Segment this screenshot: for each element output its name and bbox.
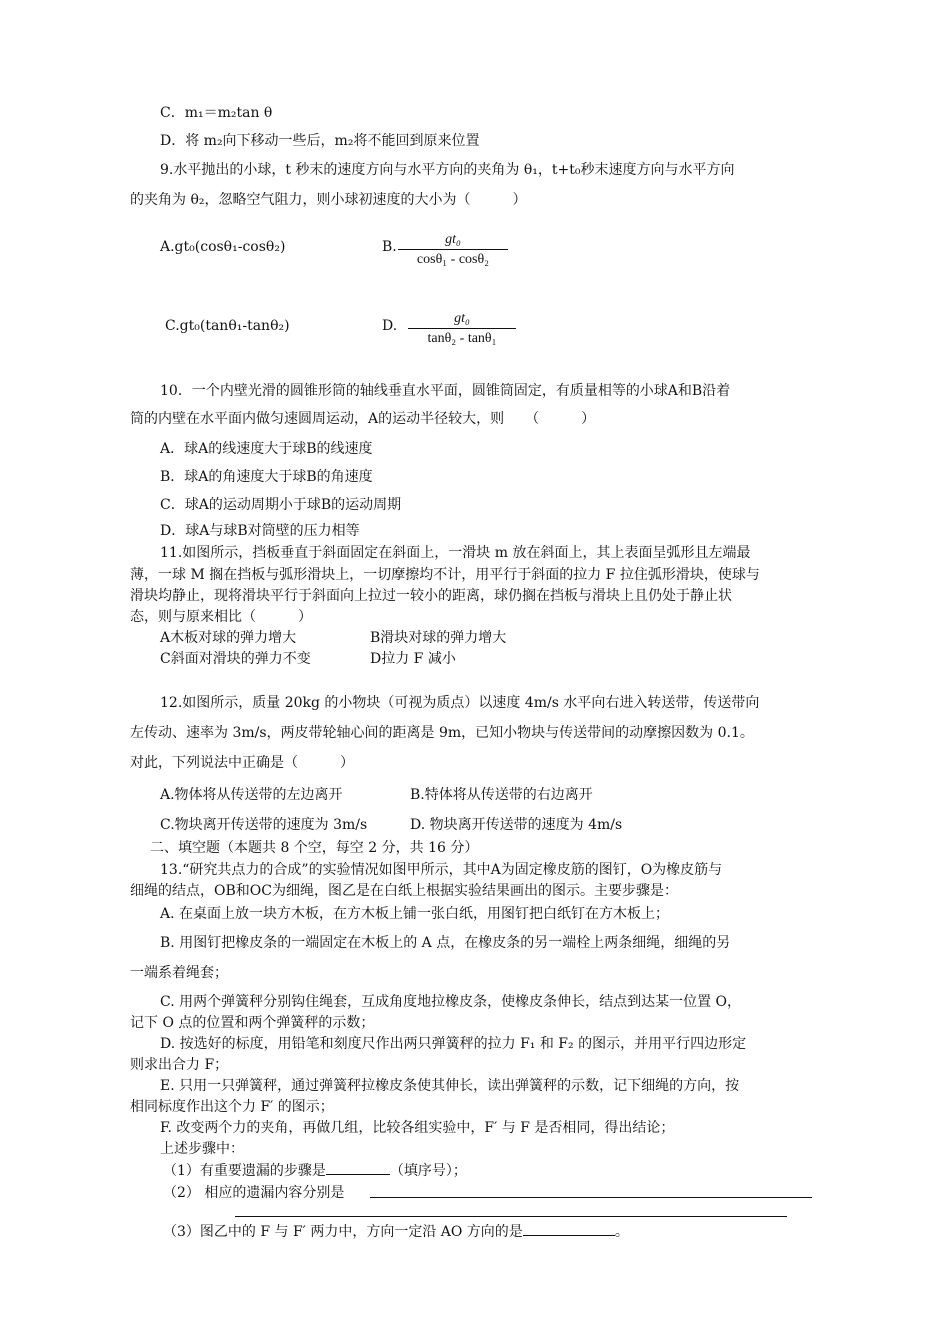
q13-stem-line1: 13.“研究共点力的合成”的实验情况如图甲所示，其中A为固定橡皮筋的图钉，O为橡皮筋与	[160, 862, 723, 878]
q13-sub3	[163, 1222, 629, 1242]
q13-sub1-prefix: （1）有重要遗漏的步骤是	[163, 1163, 326, 1179]
q12-option-d: D. 物块离开传送带的速度为 4m/s	[410, 817, 623, 833]
q13-step-c-line1: C. 用两个弹簧秤分别钩住绳套，互成角度地拉橡皮条，使橡皮条伸长，结点到达某一位置 O，	[160, 994, 742, 1010]
q9-stem-line2: 的夹角为 θ₂，忽略空气阻力，则小球初速度的大小为（ ）	[130, 192, 527, 208]
q9-option-b-denominator: cosθ₁ - cosθ₂	[416, 252, 490, 267]
q13-step-d-line2: 则求出合力 F；	[130, 1057, 229, 1073]
q9-option-d-fraction	[408, 311, 516, 347]
q13-step-b-line2: 一端系着绳套；	[130, 965, 228, 981]
q10-stem-line1: 10．一个内壁光滑的圆锥形筒的轴线垂直水平面，圆锥筒固定，有质量相等的小球A和B沿着	[160, 383, 731, 399]
q13-step-b-line1: B. 用图钉把橡皮条的一端固定在木板上的 A 点，在橡皮条的另一端栓上两条细绳，细绳的另	[160, 935, 731, 951]
section-heading-fill-in: 二、填空题（本题共 8 个空，每空 2 分，共 16 分）	[150, 840, 479, 856]
q13-sub3-suffix: 。	[614, 1224, 629, 1240]
q9-option-d-label: D.	[382, 318, 398, 334]
q9-stem-line1: 9.水平抛出的小球，t 秒末的速度方向与水平方向的夹角为 θ₁，t+t₀秒末速度方向与水平方向	[160, 162, 735, 178]
q13-sub2-answer-blank-2[interactable]	[235, 1216, 787, 1217]
q13-step-e-line2: 相同标度作出这个力 F′ 的图示；	[130, 1099, 334, 1115]
q9-option-b-numerator: gt₀	[398, 232, 508, 250]
q11-option-c: C斜面对滑块的弹力不变	[160, 651, 311, 667]
q12-option-b: B.特体将从传送带的右边离开	[410, 787, 593, 803]
q11-stem-line2: 薄，一球 M 搁在挡板与弧形滑块上，一切摩擦均不计，用平行于斜面的拉力 F 拉住弧形滑块，使球与	[130, 567, 760, 583]
q13-step-a: A. 在桌面上放一块方木板，在方木板上铺一张白纸，用图钉把白纸钉在方木板上；	[160, 906, 670, 922]
q13-sub3-answer-blank[interactable]	[523, 1235, 615, 1236]
q11-option-a: A木板对球的弹力增大	[160, 630, 297, 646]
q11-stem-line4: 态，则与原来相比（ ）	[130, 609, 312, 625]
q12-stem-line3: 对此，下列说法中正确是（ ）	[130, 755, 354, 771]
q11-option-d: D拉力 F 减小	[370, 651, 456, 667]
q9-option-d-denominator: tanθ₂ - tanθ₁	[427, 331, 497, 346]
q10-option-a: A．球A的线速度大于球B的线速度	[160, 441, 373, 457]
q13-sub2	[163, 1183, 344, 1203]
q13-intro: 上述步骤中：	[160, 1141, 244, 1157]
q13-step-c-line2: 记下 O 点的位置和两个弹簧秤的示数；	[130, 1015, 375, 1031]
q13-sub1-answer-blank[interactable]	[326, 1174, 390, 1175]
q13-sub1-suffix: （填序号）；	[389, 1163, 467, 1179]
q13-stem-line2: 细绳的结点，OB和OC为细绳，图乙是在白纸上根据实验结果画出的图示。主要步骤是：	[130, 883, 678, 899]
q13-step-d-line1: D. 按选好的标度，用铅笔和刻度尺作出两只弹簧秤的拉力 F₁ 和 F₂ 的图示，并用平行四边形定	[160, 1036, 747, 1052]
q13-sub1	[163, 1161, 467, 1181]
q10-stem-line2: 筒的内壁在水平面内做匀速圆周运动，A的运动半径较大，则 （ ）	[130, 411, 596, 427]
q10-option-b: B．球A的角速度大于球B的角速度	[160, 469, 373, 485]
q9-option-b-label: B.	[382, 239, 397, 255]
q8-option-d: D．将 m₂向下移动一些后，m₂将不能回到原来位置	[160, 133, 480, 149]
q11-stem-line1: 11.如图所示，挡板垂直于斜面固定在斜面上，一滑块 m 放在斜面上，其上表面呈弧形且左端最	[160, 545, 751, 561]
q9-option-d-numerator: gt₀	[408, 311, 516, 329]
q12-stem-line2: 左传动、速率为 3m/s，两皮带轮轴心间的距离是 9m，已知小物块与传送带间的动摩擦因数为 0.1。	[130, 725, 754, 741]
q9-option-b-fraction	[398, 232, 508, 268]
q13-sub2-prefix: （2） 相应的遗漏内容分别是	[163, 1185, 345, 1201]
q9-option-a: A.gt₀(cosθ₁-cosθ₂)	[160, 239, 286, 255]
q13-sub2-answer-blank-1[interactable]	[370, 1197, 812, 1198]
q11-option-b: B滑块对球的弹力增大	[370, 630, 507, 646]
q12-option-a: A.物体将从传送带的左边离开	[160, 787, 343, 803]
q13-step-e-line1: E. 只用一只弹簧秤，通过弹簧秤拉橡皮条使其伸长，读出弹簧秤的示数，记下细绳的方向，按	[160, 1078, 740, 1094]
q10-option-d: D．球A与球B对筒壁的压力相等	[160, 523, 360, 539]
q8-option-c: C．m₁＝m₂tan θ	[160, 105, 273, 121]
q13-sub3-prefix: （3）图乙中的 F 与 F′ 两力中，方向一定沿 AO 方向的是	[163, 1224, 523, 1240]
q13-step-f: F. 改变两个力的夹角，再做几组，比较各组实验中，F′ 与 F 是否相同，得出结论；	[160, 1120, 675, 1136]
q12-stem-line1: 12.如图所示，质量 20kg 的小物块（可视为质点）以速度 4m/s 水平向右进入转送带，传送带向	[160, 695, 760, 711]
q11-stem-line3: 滑块均静止，现将滑块平行于斜面向上拉过一较小的距离，球仍搁在挡板与滑块上且仍处于静止状	[130, 588, 732, 604]
q10-option-c: C．球A的运动周期小于球B的运动周期	[160, 497, 402, 513]
q12-option-c: C.物块离开传送带的速度为 3m/s	[160, 817, 368, 833]
q9-option-c: C.gt₀(tanθ₁-tanθ₂)	[165, 318, 290, 334]
